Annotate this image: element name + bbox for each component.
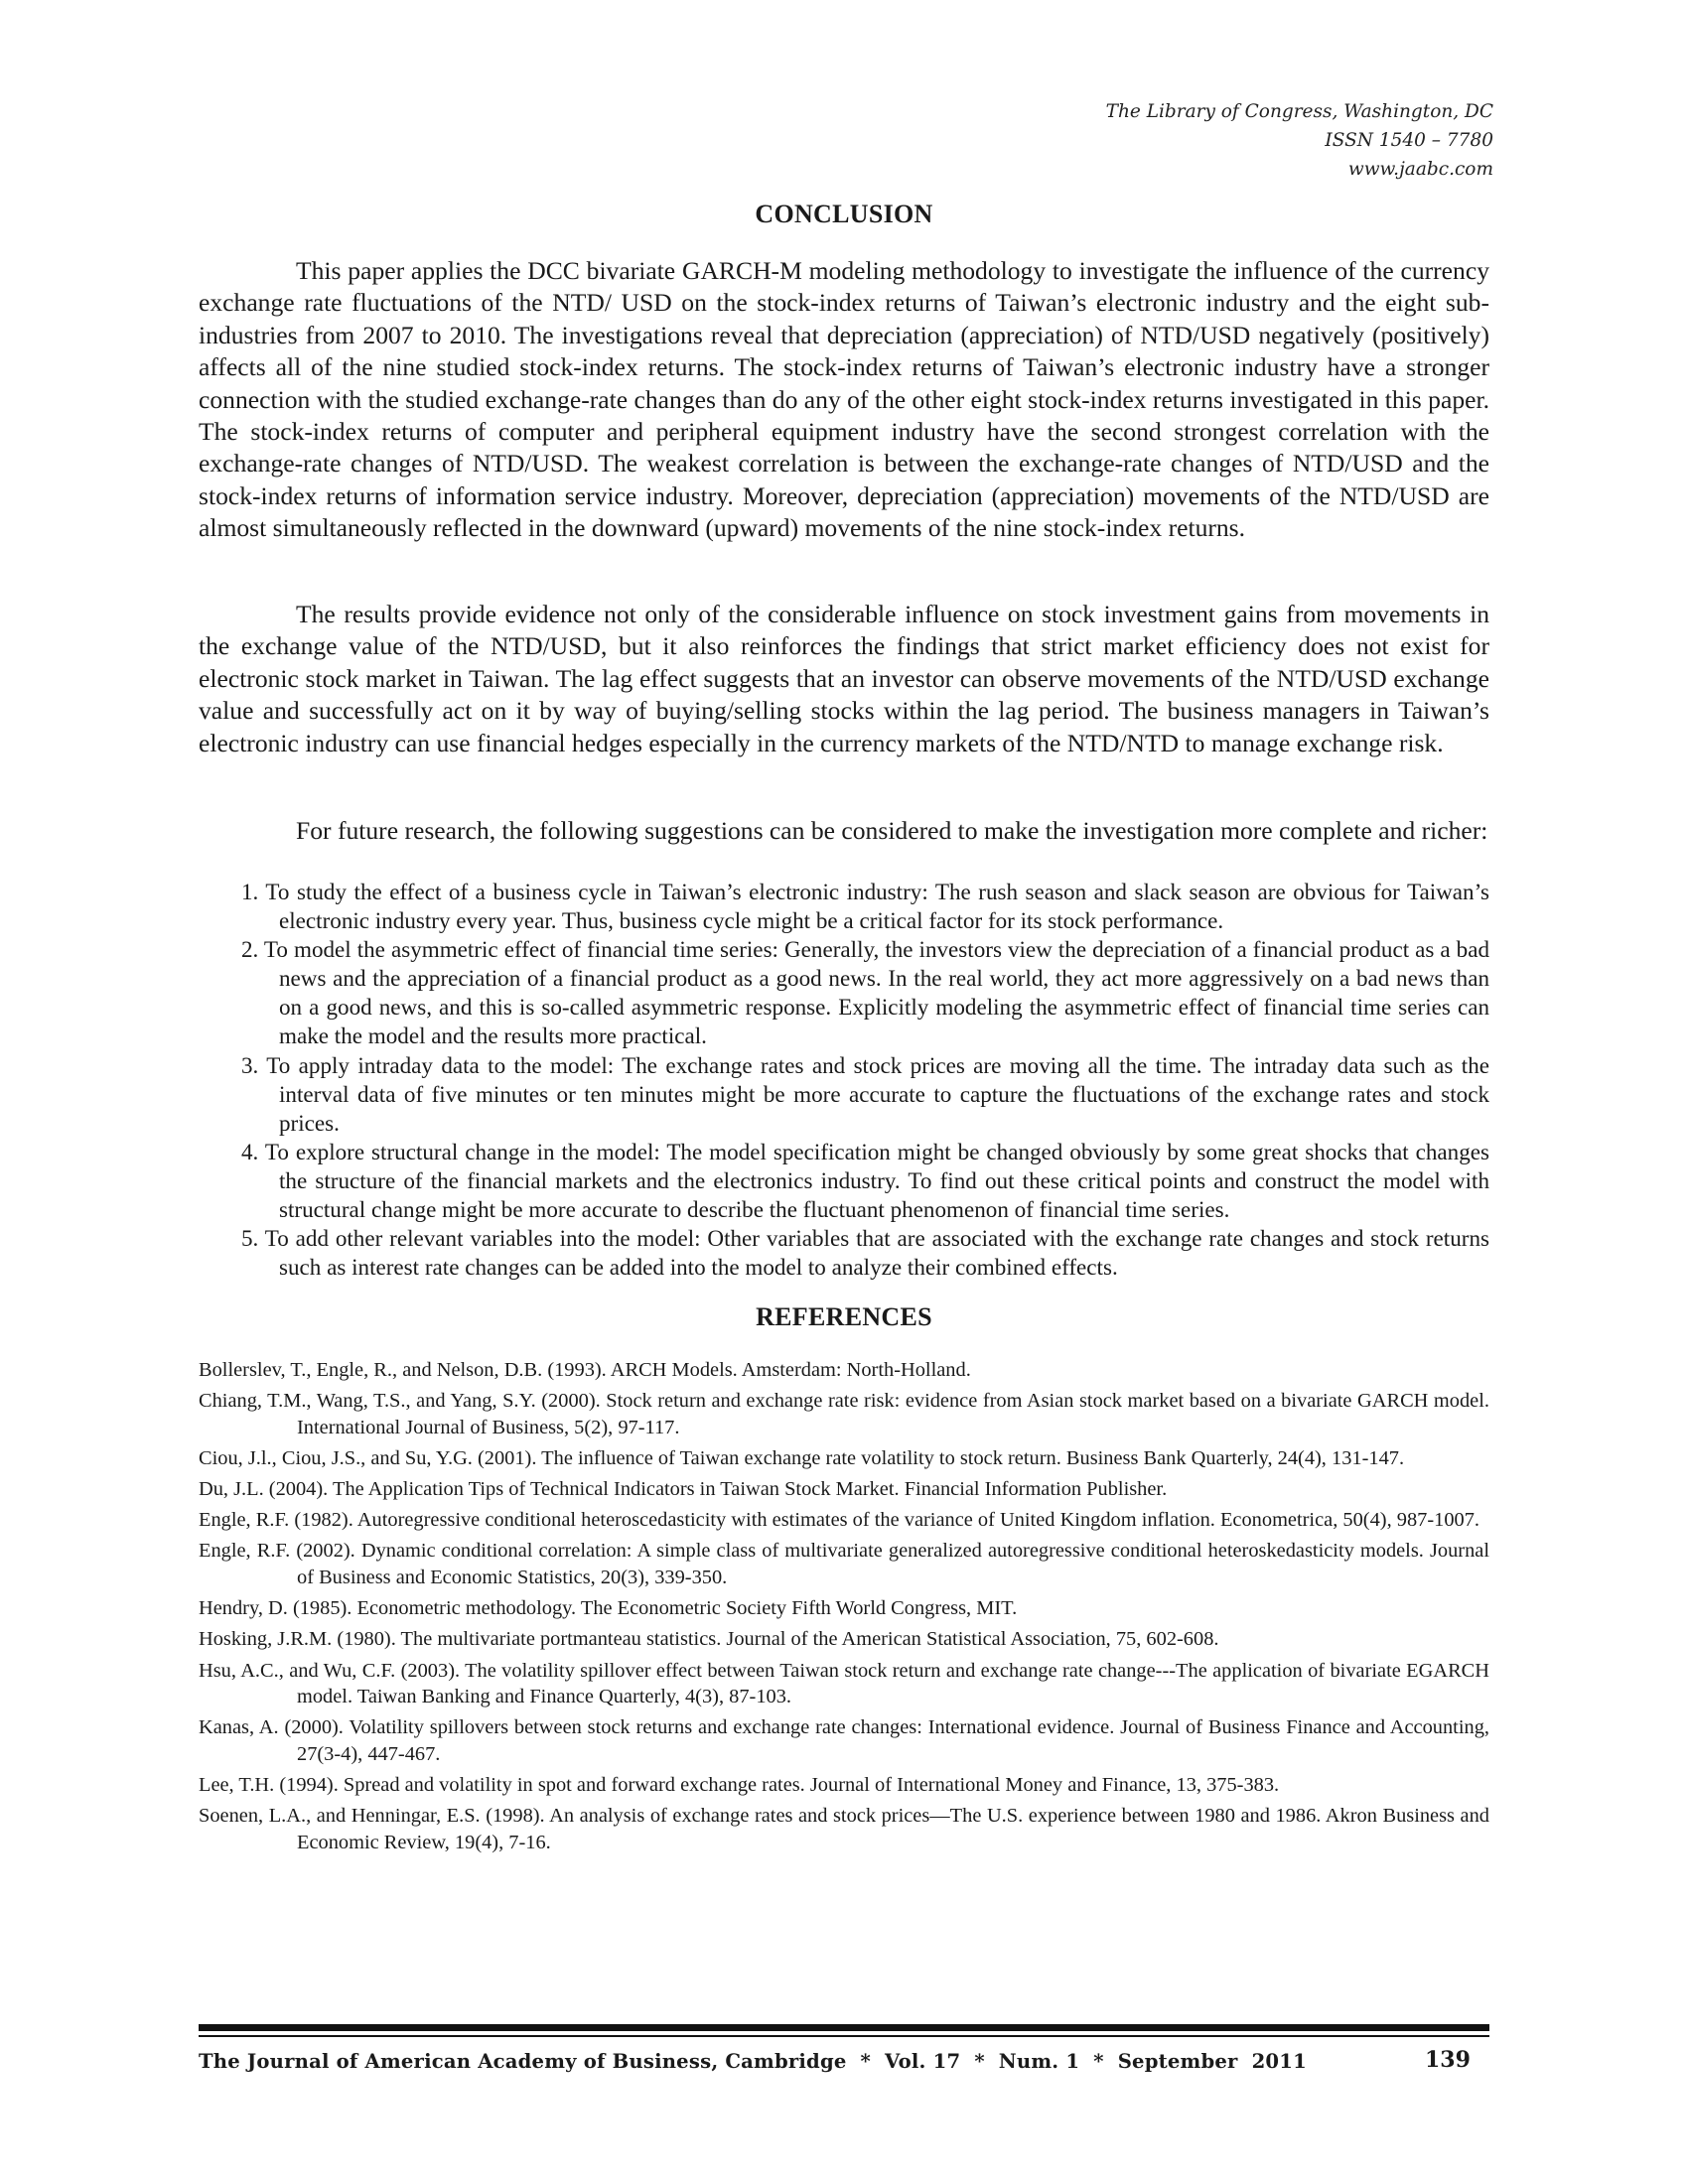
references-list — [199, 1357, 1489, 1860]
conclusion-paragraph-3 — [199, 815, 1489, 847]
reference-item: Engle, R.F. (1982). Autoregressive conditional heteroscedasticity with estimates of the variance of United Kingdom inflation. Econometrica, 50(4), 987-1007. — [199, 1509, 1480, 1532]
references-heading: REFERENCES — [756, 1302, 932, 1331]
reference-item: Du, J.L. (2004). The Application Tips of Technical Indicators in Taiwan Stock Market. Financial Information Publisher. — [199, 1478, 1168, 1501]
suggestion-item: 5. To add other relevant variables into the model: Other variables that are associated with the exchange rate changes and stock returns such as interest rate changes can be added into the model to analyze their combined effects. — [241, 1225, 1489, 1281]
paragraph-text: For future research, the following suggestions can be considered to make the investigation more complete and richer: — [296, 816, 1488, 845]
reference-item: Hendry, D. (1985). Econometric methodology. The Econometric Society Fifth World Congress, MIT. — [199, 1597, 1018, 1620]
reference-item: Kanas, A. (2000). Volatility spillovers between stock returns and exchange rate changes: International evidence. Journal of Business Finance and Accounting, 27(3-4), 447-467. — [199, 1716, 1489, 1765]
reference-item: Hsu, A.C., and Wu, C.F. (2003). The volatility spillover effect between Taiwan stock return and exchange rate change---The application of bivariate EGARCH model. Taiwan Banking and Finance Quarterly, 4(3), 87-103. — [199, 1659, 1489, 1707]
paragraph-text: This paper applies the DCC bivariate GARCH-M modeling methodology to investigate the influence of the currency exchange rate fluctuations of the NTD/ USD on the stock-index returns of Taiwan’s electronic industry and the eight sub-industries from 2007 to 2010. The investigations reveal that depreciation (appreciation) of NTD/USD negatively (positively) affects all of the nine studied stock-index returns. The stock-index returns of Taiwan’s electronic industry have a stronger connection with the studied exchange-rate changes than do any of the other eight stock-index returns investigated in this paper. The stock-index returns of computer and peripheral equipment industry have the second strongest correlation with the exchange-rate changes of NTD/USD. The weakest correlation is between the exchange-rate changes of NTD/USD and the stock-index returns of information service industry. Moreover, depreciation (appreciation) movements of the NTD/USD are almost simultaneously reflected in the downward (upward) movements of the nine stock-index returns. — [199, 256, 1489, 543]
header-website: www.jaabc.com — [1347, 159, 1493, 180]
header-publisher: The Library of Congress, Washington, DC — [1105, 101, 1493, 122]
header-issn: ISSN 1540 – 7780 — [1325, 130, 1493, 151]
page-number: 139 — [1425, 2047, 1471, 2073]
suggestion-item: 1. To study the effect of a business cycle in Taiwan’s electronic industry: The rush season and slack season are obvious for Taiwan’s electronic industry every year. Thus, business cycle might be a critical factor for its stock performance. — [241, 879, 1489, 934]
page-header — [1106, 97, 1493, 184]
reference-item: Hosking, J.R.M. (1980). The multivariate portmanteau statistics. Journal of the American Statistical Association, 75, 602-608. — [199, 1628, 1219, 1651]
reference-item: Bollerslev, T., Engle, R., and Nelson, D.B. (1993). ARCH Models. Amsterdam: North-Holland. — [199, 1359, 971, 1381]
reference-item: Ciou, J.l., Ciou, J.S., and Su, Y.G. (2001). The influence of Taiwan exchange rate volatility to stock return. Business Bank Quarterly, 24(4), 131-147. — [199, 1446, 1405, 1469]
conclusion-heading: CONCLUSION — [755, 200, 933, 228]
suggestion-item: 3. To apply intraday data to the model: The exchange rates and stock prices are moving all the time. The intraday data such as the interval data of five minutes or ten minutes might be more accurate to capture the fluctuations of the exchange rates and stock prices. — [241, 1051, 1489, 1136]
paragraph-text: The results provide evidence not only of the considerable influence on stock investment gains from movements in the exchange value of the NTD/USD, but it also reinforces the findings that strict market efficiency does not exist for electronic stock market in Taiwan. The lag effect suggests that an investor can observe movements of the NTD/USD exchange value and successfully act on it by way of buying/selling stocks within the lag period. The business managers in Taiwan’s electronic industry can use financial hedges especially in the currency markets of the NTD/NTD to manage exchange risk. — [199, 600, 1489, 757]
suggestion-item: 4. To explore structural change in the model: The model specification might be changed obviously by some great shocks that changes the structure of the financial markets and the electronics industry. To find out these critical points and construct the model with structural change might be more accurate to describe the fluctuant phenomenon of financial time series. — [241, 1138, 1489, 1223]
reference-item: Chiang, T.M., Wang, T.S., and Yang, S.Y. (2000). Stock return and exchange rate risk: evidence from Asian stock market based on a bivariate GARCH model. International Journal of Business, 5(2), 97-117. — [199, 1390, 1489, 1438]
footer-rule-thin — [199, 2035, 1489, 2037]
footer-rule-thick — [199, 2024, 1489, 2031]
conclusion-paragraph-1 — [199, 255, 1489, 545]
suggestion-item: 2. To model the asymmetric effect of financial time series: Generally, the investors view the depreciation of a financial product as a bad news and the appreciation of a financial product as a good news. In the real world, they act more aggressively on a bad news than on a good news, and this is so-called asymmetric response. Explicitly modeling the asymmetric effect of financial time series can make the model and the results more practical. — [241, 936, 1489, 1049]
reference-item: Lee, T.H. (1994). Spread and volatility in spot and forward exchange rates. Journal of International Money and Finance, 13, 375-383. — [199, 1773, 1280, 1796]
reference-item: Soenen, L.A., and Henningar, E.S. (1998). An analysis of exchange rates and stock prices—The U.S. experience between 1980 and 1986. Akron Business and Economic Review, 19(4), 7-16. — [199, 1805, 1489, 1853]
footer-journal-citation: The Journal of American Academy of Business, Cambridge * Vol. 17 * Num. 1 * September 2011 — [199, 2050, 1307, 2073]
conclusion-paragraph-2 — [199, 599, 1489, 759]
reference-item: Engle, R.F. (2002). Dynamic conditional correlation: A simple class of multivariate generalized autoregressive conditional heteroskedasticity models. Journal of Business and Economic Statistics, 20(3), 339-350. — [199, 1540, 1489, 1588]
suggestions-list — [199, 878, 1489, 1282]
